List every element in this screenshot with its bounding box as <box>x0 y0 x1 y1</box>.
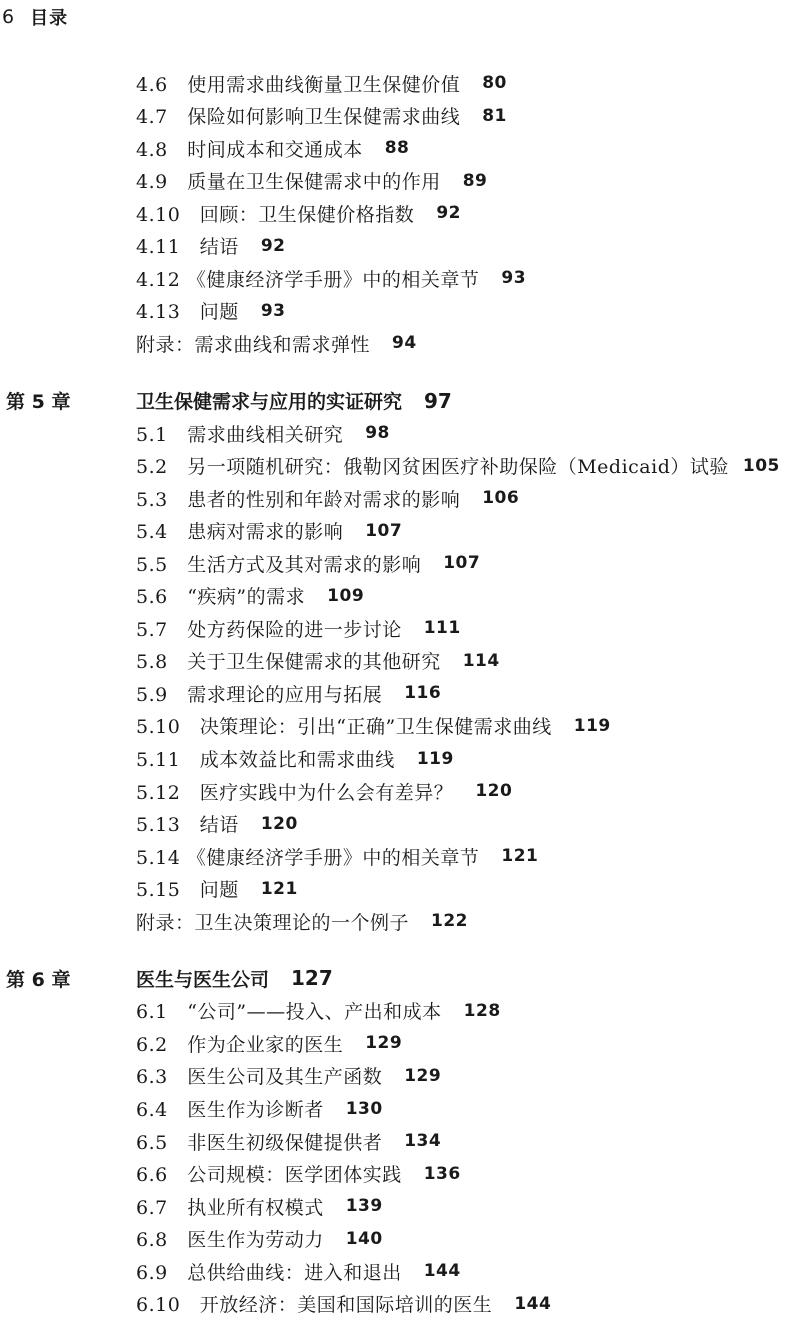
entry-page-number: 114 <box>462 650 500 671</box>
entry-title: 5.7 处方药保险的进一步讨论 <box>136 618 402 641</box>
running-title: 目录 <box>30 8 69 29</box>
entry-page-number: 92 <box>436 203 461 224</box>
entry-title: 附录：需求曲线和需求弹性 <box>136 333 371 356</box>
entry-title: 附录：卫生决策理论的一个例子 <box>136 911 410 934</box>
entry-title: 6.7 执业所有权模式 <box>136 1196 324 1219</box>
toc-entry <box>136 612 461 644</box>
entry-title: 6.8 医生作为劳动力 <box>136 1229 324 1252</box>
chapter-title: 卫生保健需求与应用的实证研究 <box>136 391 403 413</box>
entry-title: 4.9 质量在卫生保健需求中的作用 <box>136 171 441 194</box>
entry-title: 5.13 结语 <box>136 814 239 837</box>
toc-entry <box>136 1060 441 1092</box>
toc-entry <box>136 132 409 164</box>
entry-page-number: 98 <box>365 423 390 443</box>
entry-title: 6.4 医生作为诊断者 <box>136 1099 324 1121</box>
chapter-page-number: 127 <box>291 966 333 991</box>
toc-entry <box>136 1223 383 1255</box>
entry-title: 4.7 保险如何影响卫生保健需求曲线 <box>136 106 461 128</box>
entry-page-number: 122 <box>431 911 469 932</box>
entry-title: 5.9 需求理论的应用与拓展 <box>136 683 383 706</box>
entry-page-number: 94 <box>392 333 417 354</box>
entry-title: 4.11 结语 <box>136 236 239 259</box>
toc-entry <box>136 165 487 197</box>
toc-entry <box>136 230 285 262</box>
entry-title: 5.10 决策理论：引出“正确”卫生保健需求曲线 <box>136 716 552 739</box>
page-number: 6 <box>2 6 15 28</box>
entry-title: 6.3 医生公司及其生产函数 <box>136 1066 383 1089</box>
chapter-page-number: 97 <box>424 388 452 413</box>
entry-title: 6.5 非医生初级保健提供者 <box>136 1131 383 1154</box>
toc-entry <box>136 262 526 294</box>
entry-title: 5.6 “疾病”的需求 <box>136 586 306 609</box>
toc-entry <box>136 515 402 547</box>
entry-page-number: 121 <box>501 846 539 867</box>
toc-entry <box>136 840 538 872</box>
entry-page-number: 81 <box>482 105 507 126</box>
entry-page-number: 116 <box>404 683 442 704</box>
toc-entry <box>136 580 364 612</box>
entry-page-number: 130 <box>345 1098 383 1119</box>
entry-title: 6.2 作为企业家的医生 <box>136 1033 344 1056</box>
entry-title: 5.12 医疗实践中为什么会有差异？ <box>136 781 454 804</box>
toc-entry <box>136 645 500 677</box>
toc-entry <box>136 417 390 449</box>
entry-page-number: 88 <box>384 138 410 159</box>
toc-entry <box>136 1093 383 1125</box>
toc-chapter-entry <box>0 385 800 417</box>
entry-title: 4.13 问题 <box>136 301 239 324</box>
toc-entry <box>136 808 298 840</box>
entry-title: 5.8 关于卫生保健需求的其他研究 <box>136 651 441 674</box>
entry-page-number: 92 <box>260 235 286 256</box>
entry-title: 5.11 成本效益比和需求曲线 <box>136 749 395 771</box>
entry-title: 5.14 《健康经济学手册》中的相关章节 <box>136 846 480 869</box>
toc-entry <box>136 873 298 905</box>
toc-entry <box>136 450 780 482</box>
entry-title: 4.6 使用需求曲线衡量卫生保健价值 <box>136 73 461 96</box>
toc-entry <box>136 67 507 99</box>
entry-page-number: 107 <box>365 520 403 541</box>
entry-title: 6.9 总供给曲线：进入和退出 <box>136 1261 402 1284</box>
toc-entry <box>136 995 501 1027</box>
toc-entry <box>136 1158 461 1190</box>
entry-title: 5.3 患者的性别和年龄对需求的影响 <box>136 488 461 511</box>
entry-page-number: 129 <box>404 1065 442 1086</box>
toc-entry <box>136 547 480 579</box>
entry-title: 6.1 “公司”——投入、产出和成本 <box>136 1001 442 1024</box>
toc-entry <box>136 482 519 514</box>
entry-title: 4.12 《健康经济学手册》中的相关章节 <box>136 268 480 291</box>
entry-page-number: 93 <box>260 300 286 321</box>
entry-page-number: 139 <box>345 1196 383 1217</box>
chapter-label: 第 6 章 <box>6 968 71 991</box>
entry-page-number: 120 <box>260 813 298 834</box>
entry-page-number: 120 <box>475 781 513 801</box>
entry-title: 5.15 问题 <box>136 879 239 902</box>
entry-page-number: 106 <box>482 488 520 509</box>
toc-entry <box>136 1125 441 1157</box>
entry-page-number: 144 <box>514 1293 552 1314</box>
entry-page-number: 107 <box>443 553 481 574</box>
entry-page-number: 144 <box>423 1261 461 1282</box>
toc-entry <box>136 710 611 742</box>
entry-page-number: 89 <box>462 170 488 191</box>
toc-chapter-entry <box>0 962 800 994</box>
entry-title: 4.8 时间成本和交通成本 <box>136 138 363 161</box>
entry-title: 5.4 患病对需求的影响 <box>136 521 344 544</box>
entry-page-number: 80 <box>482 73 507 93</box>
entry-page-number: 136 <box>423 1163 461 1184</box>
entry-page-number: 93 <box>501 268 527 289</box>
toc-entry <box>136 1190 383 1222</box>
toc-entry <box>136 1027 402 1059</box>
entry-page-number: 119 <box>416 748 454 769</box>
entry-title: 6.10 开放经济：美国和国际培训的医生 <box>136 1294 493 1317</box>
page-header <box>0 2 68 32</box>
entry-title: 4.10 回顾：卫生保健价格指数 <box>136 203 415 226</box>
entry-page-number: 119 <box>573 715 611 736</box>
toc-entry <box>136 677 441 709</box>
toc-entry <box>136 1288 551 1320</box>
toc-entry <box>136 100 507 132</box>
entry-page-number: 128 <box>463 1000 501 1021</box>
toc-entry <box>136 327 417 359</box>
entry-page-number: 109 <box>327 585 365 606</box>
entry-page-number: 111 <box>423 618 461 639</box>
toc-entry <box>136 775 512 807</box>
toc-entry <box>136 295 285 327</box>
toc-entry <box>136 1255 461 1287</box>
chapter-label: 第 5 章 <box>6 391 71 413</box>
toc-entry <box>136 905 468 937</box>
entry-page-number: 134 <box>404 1131 442 1151</box>
chapter-title: 医生与医生公司 <box>136 968 270 991</box>
entry-page-number: 140 <box>345 1228 383 1249</box>
entry-title: 6.6 公司规模：医学团体实践 <box>136 1164 402 1187</box>
toc-entry <box>136 743 454 775</box>
entry-title: 5.2 另一项随机研究：俄勒冈贫困医疗补助保险（Medicaid）试验 <box>136 456 729 479</box>
entry-page-number: 129 <box>365 1033 403 1054</box>
toc-entry <box>136 197 461 229</box>
entry-page-number: 121 <box>260 878 298 899</box>
entry-title: 5.1 需求曲线相关研究 <box>136 423 344 446</box>
entry-page-number: 105 <box>742 455 780 476</box>
entry-title: 5.5 生活方式及其对需求的影响 <box>136 553 422 576</box>
